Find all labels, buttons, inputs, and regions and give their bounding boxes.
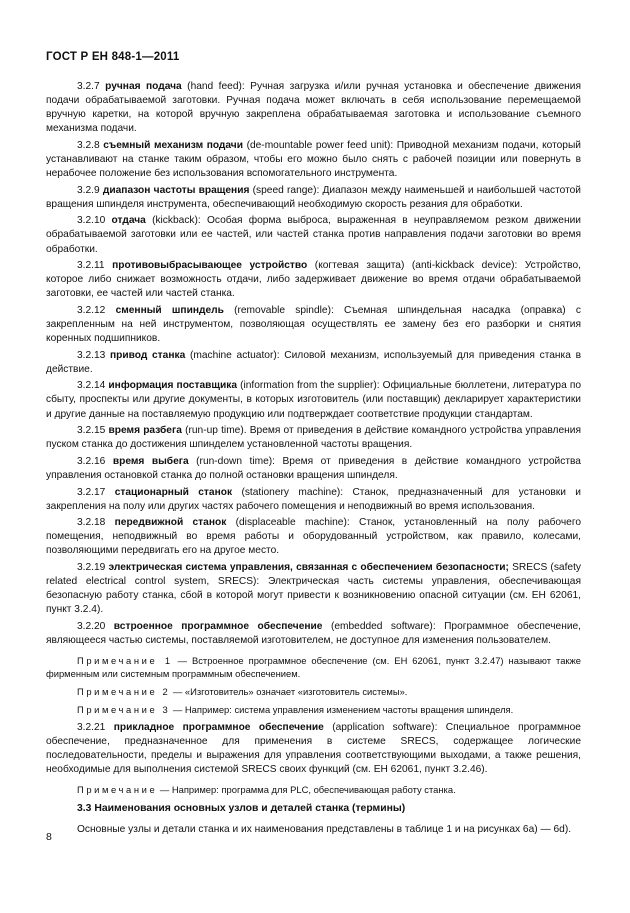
note-label: Примечание 2: [77, 686, 171, 698]
definition-item: [46, 184, 581, 212]
definition-text: (displaceable machine): Станок, установленный на полу рабочего помещения, неподвижный во время работы и оборудованный устройством, как правило, колесами, позволяющими передвигать его на другое место.: [46, 517, 581, 557]
definition-number: 3.2.16: [77, 455, 106, 467]
definition-number: 3.2.21: [77, 722, 106, 734]
definition-term: встроенное программное обеспечение: [113, 620, 323, 632]
definition-item: [46, 379, 581, 421]
definition-item: [46, 486, 581, 514]
definition-term: диапазон частоты вращения: [102, 184, 250, 196]
definition-text: (machine actuator): Силовой механизм, используемый для приведения станка в действие.: [46, 349, 581, 375]
definition-text: (kickback): Особая форма выброса, выраженная в неуправляемом резком движении обрабатываемой заготовки или ее частей, или частей станка против направления подачи заготовки во время обработки.: [46, 215, 581, 255]
definition-item: [46, 455, 581, 483]
definition-text: (hand feed): Ручная загрузка и/или ручная установка и обеспечение движения подачи обрабатываемой заготовки. Ручная подача может включать в себя использование перемещаемой вручную каретки, на которой вручную закреплена обрабатываемая заготовка и использование съемного механизма подачи.: [46, 81, 581, 135]
note-text: — Например: программа для PLC, обеспечивающая работу станка.: [159, 784, 456, 796]
definition-item: [46, 561, 581, 617]
definition-number: 3.2.18: [77, 517, 106, 529]
definition-number: 3.2.17: [77, 486, 106, 498]
definition-item: [46, 304, 581, 346]
definition-item: [46, 259, 581, 301]
definition-text: SRECS (safety related electrical control system, SRECS): Электрическая часть системы управления, обеспечивающая безопасную работу станка, сбой в которой могут привести к возникновению опасной ситуации (см. ЕН 62061, пункт 3.2.4).: [46, 562, 582, 616]
definition-item: [46, 214, 581, 256]
definition-text: (speed range): Диапазон между наименьшей и наибольшей частотой вращения шпинделя инструмента, обеспечивающий необходимую скорость резания для обработки.: [46, 184, 582, 210]
definition-term: противовыбрасывающее устройство: [112, 260, 308, 272]
definition-term: прикладное программное обеспечение: [113, 722, 324, 734]
definition-term: стационарный станок: [114, 486, 233, 498]
definition-term: электрическая система управления, связанная с обеспечением безопасности;: [108, 562, 509, 573]
definition-term: съемный механизм подачи: [103, 139, 243, 151]
definition-text: (removable spindle): Съемная шпиндельная насадка (оправка) с закрепленным на ней инструментом, позволяющая осуществлять ее замену без его разборки и снятия коренных подшипников.: [46, 304, 581, 345]
definition-term: сменный шпиндель: [115, 304, 224, 316]
note-text: — Например: система управления изменением частоты вращения шпинделя.: [172, 704, 514, 716]
definition-number: 3.2.19: [77, 562, 106, 573]
definition-text: (application software): Специальное программное обеспечение, предназначенное для применения в системе SRECS, содержащее логические последовательности, пределы и выражения для управления соответствующими выходами, а также решения, необходимые для выполнения системой SRECS своих функций (см. ЕН 62061, пункт 3.2.46).: [46, 722, 581, 776]
definition-item: [46, 80, 581, 136]
definition-number: 3.2.10: [77, 215, 106, 227]
definition-term: передвижной станок: [114, 517, 227, 529]
definition-text: (run-down time): Время от приведения в действие командного устройства управления остановкой станка до полной остановки вращения шпинделя.: [46, 455, 581, 481]
note: [46, 654, 581, 680]
definition-text: (run-up time). Время от приведения в действие командного устройства управления пуском станка до достижения шпинделем установленной частоты вращения.: [46, 425, 581, 451]
definition-term: ручная подача: [105, 81, 182, 92]
definition-number: 3.2.8: [77, 139, 100, 151]
section-text: Основные узлы и детали станка и их наименования представлены в таблице 1 и на рисунках 6а) — 6d).: [77, 823, 572, 835]
note: [46, 685, 581, 698]
section-heading: 3.3 Наименования основных узлов и деталей станка (термины): [77, 803, 406, 815]
definition-term: информация поставщика: [108, 380, 237, 392]
definition-item: [46, 349, 581, 377]
definition-item: [46, 721, 581, 777]
note: [46, 703, 581, 716]
definition-term: отдача: [111, 215, 146, 227]
definition-number: 3.2.7: [77, 81, 100, 92]
definition-item: [46, 516, 581, 558]
definition-number: 3.2.15: [77, 425, 106, 437]
definition-text: (embedded software): Программное обеспечение, являющееся частью системы, поставляемой изготовителем, не доступное для изменения пользователем.: [46, 620, 582, 646]
definition-number: 3.2.9: [77, 184, 100, 196]
definition-item: [46, 139, 581, 181]
definition-term: время выбега: [112, 455, 189, 467]
definition-number: 3.2.11: [77, 260, 105, 272]
definition-item: [46, 620, 581, 648]
note-label: Примечание: [77, 784, 158, 796]
notes-group: [46, 654, 581, 716]
definition-text: (когтевая защита) (anti-kickback device): Устройство, которое либо снижает возможность отдачи, либо задерживает движение во время отдачи обрабатываемой заготовки, ее частей или частей станка.: [46, 260, 581, 300]
definition-text: (stationery machine): Станок, предназначенный для установки и закрепления на полу или других частях рабочего помещения и неподвижный во время использования.: [46, 486, 581, 512]
definition-number: 3.2.13: [77, 349, 106, 361]
note-label: Примечание 1: [77, 655, 173, 667]
note-label: Примечание 3: [77, 704, 171, 716]
definition-term: привод станка: [110, 349, 186, 361]
note: [46, 783, 581, 796]
definition-text: (de-mountable power feed unit): Приводной механизм подачи, который устанавливают на станке таким образом, чтобы его можно было снять с рабочей позиции или повернуть в нерабочее положение без использования вспомогательного инструмента.: [46, 139, 581, 180]
definitions-list: [46, 80, 581, 648]
note-text: — «Изготовитель» означает «изготовитель системы».: [172, 686, 408, 698]
definition-number: 3.2.14: [77, 380, 106, 392]
document-header: ГОСТ Р ЕН 848-1—2011: [46, 51, 180, 63]
definition-text: (information from the supplier): Официальные бюллетени, литература по сбыту, проспекты или другие документы, в которых изготовитель (или поставщик) декларирует характеристики и другие данные на поставляемую продукцию или подтверждает соответствие продукции стандартам.: [46, 380, 581, 420]
definition-term: время разбега: [108, 425, 182, 437]
page-number: 8: [46, 831, 52, 843]
note-text: — Встроенное программное обеспечение (см. ЕН 62061, пункт 3.2.47) называют также фирменным или системным программным обеспечением.: [46, 655, 582, 680]
document-body: [46, 80, 581, 839]
definition-number: 3.2.20: [77, 620, 106, 632]
definition-item: [46, 424, 581, 452]
definition-number: 3.2.12: [77, 304, 106, 316]
